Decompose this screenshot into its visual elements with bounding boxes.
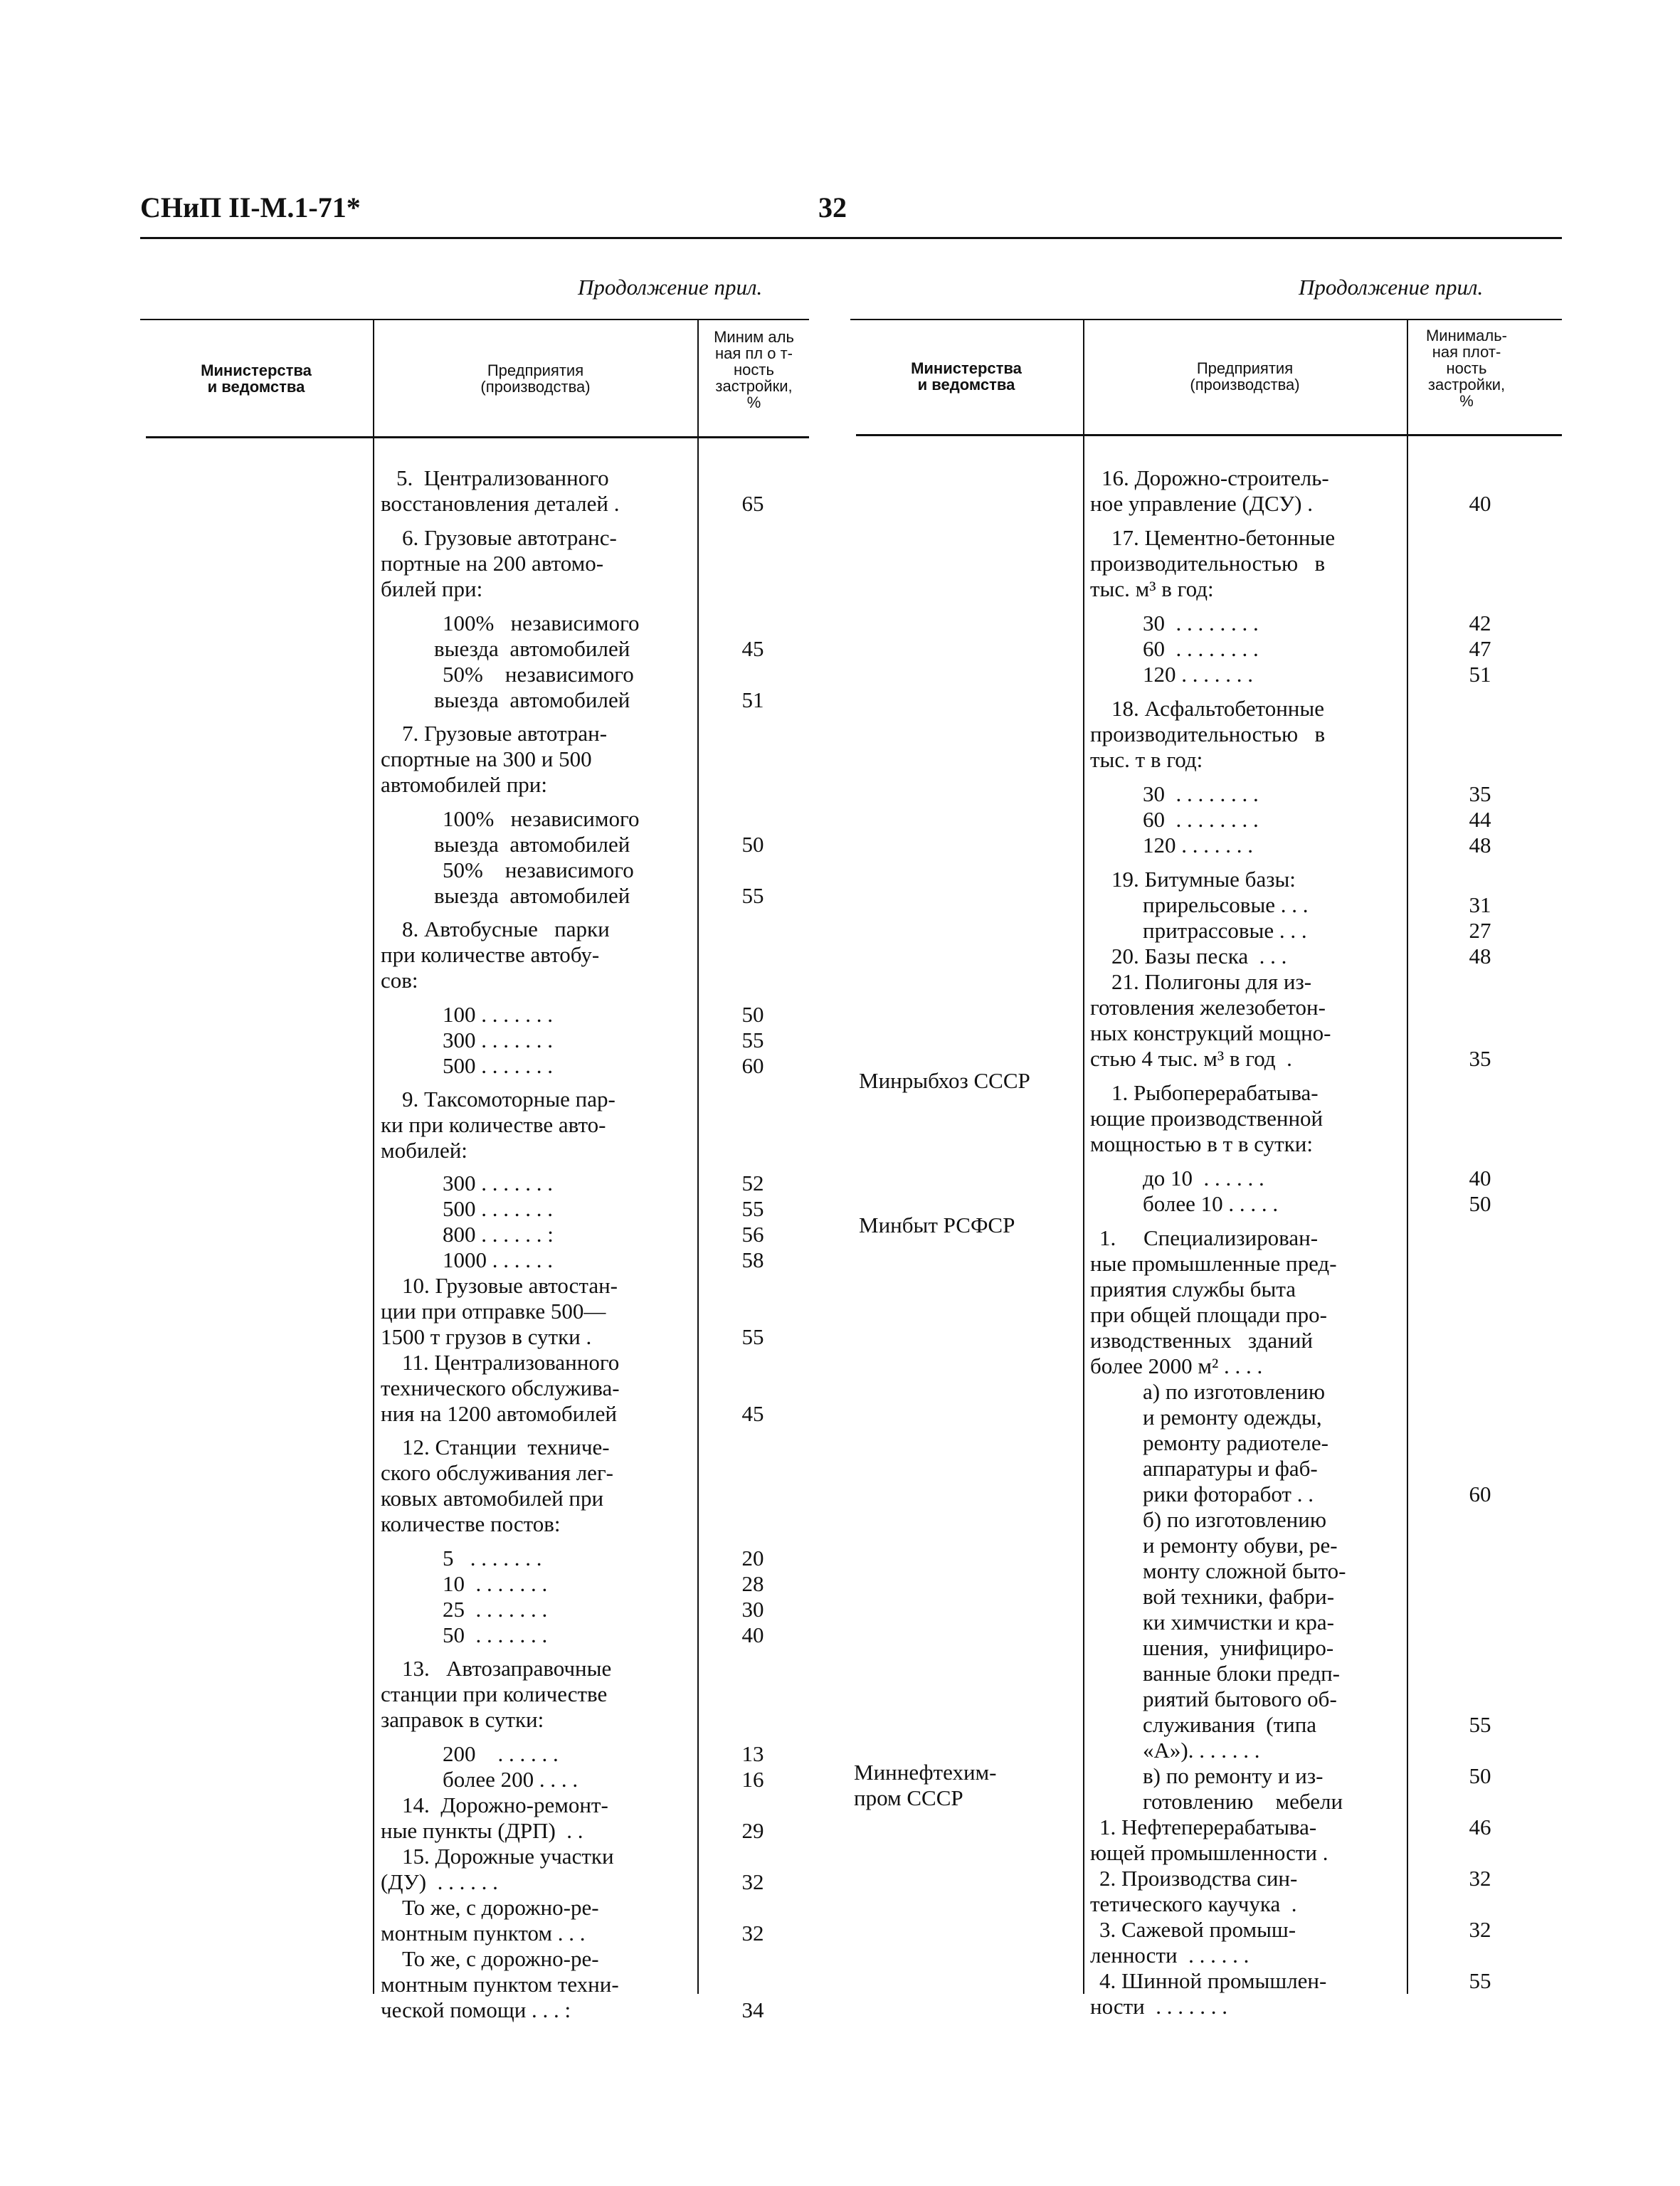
enterprise-line: рики фоторабот . . (1143, 1482, 1314, 1506)
density-value: 50 (1469, 1191, 1491, 1216)
enterprise-line: 10 . . . . . . . (443, 1571, 548, 1596)
enterprise-line: ремонту радиотеле- (1143, 1430, 1328, 1455)
enterprise-line: 1. Нефтеперерабатыва- (1099, 1815, 1317, 1839)
enterprise-line: монту сложной быто- (1143, 1558, 1346, 1583)
enterprise-line: 6. Грузовые автотранс- (402, 525, 617, 550)
enterprise-line: 15. Дорожные участки (402, 1844, 614, 1869)
enterprise-line: станции при количестве (381, 1681, 608, 1706)
enterprise-line: 13. Автозаправочные (402, 1656, 612, 1681)
enterprise-line: готовлению мебели (1143, 1789, 1343, 1814)
enterprise-line: То же, с дорожно-ре- (402, 1895, 599, 1920)
enterprise-line: 50% независимого (443, 857, 634, 882)
density-value: 30 (741, 1597, 764, 1622)
density-value: 51 (1469, 662, 1491, 687)
density-value: 40 (741, 1622, 764, 1647)
enterprise-line: 9. Таксомоторные пар- (402, 1087, 616, 1112)
enterprise-line: 120 . . . . . . . (1143, 833, 1253, 857)
enterprise-line: ющей промышленности . (1090, 1840, 1328, 1865)
enterprise-line: 25 . . . . . . . (443, 1597, 548, 1622)
density-value: 27 (1469, 918, 1491, 943)
right-header-ministries: Министерства и ведомства (911, 359, 1022, 394)
enterprise-line: ное управление (ДСУ) . (1090, 491, 1313, 516)
enterprise-line: 1. Специализирован- (1099, 1225, 1319, 1250)
enterprise-line: 500 . . . . . . . (443, 1196, 553, 1221)
enterprise-line: выезда автомобилей (434, 883, 630, 908)
enterprise-line: 10. Грузовые автостан- (402, 1273, 618, 1298)
density-value: 16 (741, 1767, 764, 1792)
density-value: 35 (1469, 1046, 1491, 1071)
enterprise-line: 18. Асфальтобетонные (1111, 696, 1324, 721)
enterprise-line: ные промышленные пред- (1090, 1251, 1337, 1276)
ministry-name: Миннефтехим- (854, 1760, 997, 1785)
density-value: 32 (741, 1869, 764, 1894)
enterprise-line: прирельсовые . . . (1143, 892, 1309, 917)
enterprise-line: ковых автомобилей при (381, 1486, 604, 1511)
enterprise-line: 300 . . . . . . . (443, 1028, 553, 1052)
enterprise-line: ческой помощи . . . : (381, 1997, 571, 2022)
enterprise-line: ленности . . . . . . (1090, 1943, 1250, 1968)
enterprise-line: ского обслуживания лег- (381, 1460, 613, 1485)
density-value: 50 (1469, 1763, 1491, 1788)
enterprise-line: 20. Базы песка . . . (1111, 944, 1287, 968)
enterprise-line: мобилей: (381, 1138, 467, 1163)
density-value: 31 (1469, 892, 1491, 917)
enterprise-line: 7. Грузовые автотран- (402, 721, 608, 746)
right-table-top-rule (850, 319, 1562, 320)
enterprise-line: тыс. м³ в год: (1090, 576, 1214, 601)
enterprise-line: 12. Станции техниче- (402, 1435, 610, 1459)
enterprise-line: 3. Сажевой промыш- (1099, 1917, 1296, 1942)
left-header-ministries: Министерства и ведомства (201, 361, 312, 396)
density-value: 20 (741, 1546, 764, 1570)
density-value: 47 (1469, 636, 1491, 661)
enterprise-line: 8. Автобусные парки (402, 917, 610, 941)
density-value: 40 (1469, 491, 1491, 516)
enterprise-line: ки химчистки и кра- (1143, 1610, 1334, 1635)
density-value: 32 (741, 1921, 764, 1945)
enterprise-line: тыс. т в год: (1090, 747, 1203, 772)
density-value: 60 (1469, 1482, 1491, 1506)
enterprise-line: ющие производственной (1090, 1106, 1324, 1131)
density-value: 42 (1469, 611, 1491, 635)
enterprise-line: служивания (типа (1143, 1712, 1317, 1737)
density-value: 55 (741, 1028, 764, 1052)
enterprise-line: стью 4 тыс. м³ в год . (1090, 1046, 1292, 1071)
density-value: 55 (741, 1196, 764, 1221)
enterprise-line: 100% независимого (443, 806, 640, 831)
density-value: 28 (741, 1571, 764, 1596)
left-continuation-label: Продолжение прил. (578, 275, 763, 300)
enterprise-line: выезда автомобилей (434, 636, 630, 661)
enterprise-line: 300 . . . . . . . (443, 1171, 553, 1195)
enterprise-line: ные пункты (ДРП) . . (381, 1818, 583, 1843)
right-table-header-rule (856, 434, 1562, 436)
density-value: 52 (741, 1171, 764, 1195)
density-value: 55 (741, 883, 764, 908)
left-header-enterprises: Предприятия (производства) (480, 361, 591, 396)
enterprise-line: более 2000 м² . . . . (1090, 1353, 1263, 1378)
density-value: 56 (741, 1222, 764, 1247)
density-value: 65 (741, 491, 764, 516)
enterprise-line: (ДУ) . . . . . . (381, 1869, 498, 1894)
enterprise-line: ки при количестве авто- (381, 1112, 606, 1137)
enterprise-line: 30 . . . . . . . . (1143, 611, 1259, 635)
enterprise-line: приятия службы быта (1090, 1277, 1296, 1301)
left-header-density: Миним аль ная пл о т- ность застройки, % (714, 328, 794, 411)
enterprise-line: производительностью в (1090, 551, 1326, 576)
enterprise-line: готовления железобетон- (1090, 995, 1326, 1020)
density-value: 40 (1469, 1166, 1491, 1190)
enterprise-line: ния на 1200 автомобилей (381, 1401, 618, 1426)
enterprise-line: 50 . . . . . . . (443, 1622, 548, 1647)
enterprise-line: аппаратуры и фаб- (1143, 1456, 1318, 1481)
density-value: 35 (1469, 781, 1491, 806)
document-code: СНиП II-М.1-71* (140, 191, 361, 223)
enterprise-line: ции при отправке 500— (381, 1299, 606, 1324)
density-value: 60 (741, 1053, 764, 1078)
left-table-divider-1 (373, 320, 374, 1994)
enterprise-line: заправок в сутки: (381, 1707, 544, 1732)
ministry-name: Минрыбхоз СССР (859, 1068, 1030, 1093)
enterprise-line: 1000 . . . . . . (443, 1247, 553, 1272)
enterprise-line: мощностью в т в сутки: (1090, 1131, 1313, 1156)
density-value: 55 (741, 1324, 764, 1349)
ministry-name: пром СССР (854, 1785, 963, 1810)
enterprise-line: ванные блоки предп- (1143, 1661, 1341, 1686)
right-table-divider-2 (1407, 320, 1408, 1994)
enterprise-line: 60 . . . . . . . . (1143, 636, 1259, 661)
enterprise-line: 1. Рыбоперерабатыва- (1111, 1080, 1319, 1105)
enterprise-line: ных конструкций мощно- (1090, 1020, 1331, 1045)
enterprise-line: 2. Производства син- (1099, 1866, 1298, 1891)
density-value: 45 (741, 636, 764, 661)
enterprise-line: сов: (381, 968, 418, 993)
density-value: 48 (1469, 833, 1491, 857)
right-header-enterprises: Предприятия (производства) (1190, 359, 1300, 394)
enterprise-line: более 10 . . . . . (1143, 1191, 1279, 1216)
density-value: 45 (741, 1401, 764, 1426)
enterprise-line: билей при: (381, 576, 483, 601)
enterprise-line: монтным пунктом техни- (381, 1972, 619, 1997)
enterprise-line: 14. Дорожно-ремонт- (402, 1792, 608, 1817)
enterprise-line: 19. Битумные базы: (1111, 867, 1296, 892)
enterprise-line: 50% независимого (443, 662, 634, 687)
density-value: 34 (741, 1997, 764, 2022)
ministry-name: Минбыт РСФСР (859, 1213, 1015, 1237)
enterprise-line: монтным пунктом . . . (381, 1921, 586, 1945)
left-table-divider-2 (697, 320, 699, 1994)
enterprise-line: выезда автомобилей (434, 687, 630, 712)
density-value: 32 (1469, 1917, 1491, 1942)
enterprise-line: 500 . . . . . . . (443, 1053, 553, 1078)
enterprise-line: 120 . . . . . . . (1143, 662, 1253, 687)
right-continuation-label: Продолжение прил. (1299, 275, 1484, 300)
page-number: 32 (818, 191, 847, 223)
enterprise-line: 11. Централизованного (402, 1350, 620, 1375)
enterprise-line: при количестве автобу- (381, 942, 600, 967)
left-table-header-rule (146, 436, 809, 438)
enterprise-line: производительностью в (1090, 722, 1326, 746)
enterprise-line: 100 . . . . . . . (443, 1002, 553, 1027)
enterprise-line: спортные на 300 и 500 (381, 746, 592, 771)
density-value: 32 (1469, 1866, 1491, 1891)
enterprise-line: вой техники, фабри- (1143, 1584, 1335, 1609)
enterprise-line: технического обслужива- (381, 1376, 620, 1400)
enterprise-line: 5. Централизованного (396, 465, 609, 490)
enterprise-line: притрассовые . . . (1143, 918, 1307, 943)
enterprise-line: 4. Шинной промышлен- (1099, 1968, 1327, 1993)
enterprise-line: 16. Дорожно-строитель- (1101, 465, 1329, 490)
enterprise-line: «А»). . . . . . . (1143, 1738, 1260, 1763)
enterprise-line: То же, с дорожно-ре- (402, 1946, 599, 1971)
enterprise-line: а) по изготовлению (1143, 1379, 1325, 1404)
enterprise-line: 21. Полигоны для из- (1111, 969, 1312, 994)
enterprise-line: в) по ремонту и из- (1143, 1763, 1324, 1788)
enterprise-line: и ремонту обуви, ре- (1143, 1533, 1338, 1558)
density-value: 50 (741, 832, 764, 857)
density-value: 50 (741, 1002, 764, 1027)
enterprise-line: более 200 . . . . (443, 1767, 579, 1792)
enterprise-line: 5 . . . . . . . (443, 1546, 542, 1570)
enterprise-line: ности . . . . . . . (1090, 1994, 1228, 2019)
enterprise-line: и ремонту одежды, (1143, 1405, 1322, 1430)
density-value: 29 (741, 1818, 764, 1843)
enterprise-line: количестве постов: (381, 1511, 561, 1536)
enterprise-line: изводственных зданий (1090, 1328, 1313, 1353)
header-rule (140, 237, 1562, 239)
density-value: 55 (1469, 1712, 1491, 1737)
enterprise-line: восстановления деталей . (381, 491, 620, 516)
density-value: 13 (741, 1741, 764, 1766)
density-value: 46 (1469, 1815, 1491, 1839)
density-value: 51 (741, 687, 764, 712)
enterprise-line: при общей площади про- (1090, 1302, 1327, 1327)
right-table-divider-1 (1083, 320, 1084, 1994)
enterprise-line: до 10 . . . . . . (1143, 1166, 1264, 1190)
enterprise-line: автомобилей при: (381, 772, 548, 797)
enterprise-line: б) по изготовлению (1143, 1507, 1326, 1532)
enterprise-line: 1500 т грузов в сутки . (381, 1324, 592, 1349)
enterprise-line: выезда автомобилей (434, 832, 630, 857)
enterprise-line: риятий бытового об- (1143, 1686, 1337, 1711)
density-value: 44 (1469, 807, 1491, 832)
enterprise-line: портные на 200 автомо- (381, 551, 604, 576)
enterprise-line: тетического каучука . (1090, 1891, 1297, 1916)
enterprise-line: 17. Цементно-бетонные (1111, 525, 1336, 550)
density-value: 58 (741, 1247, 764, 1272)
enterprise-line: 60 . . . . . . . . (1143, 807, 1259, 832)
enterprise-line: 30 . . . . . . . . (1143, 781, 1259, 806)
enterprise-line: 200 . . . . . . (443, 1741, 559, 1766)
density-value: 55 (1469, 1968, 1491, 1993)
enterprise-line: шения, унифициро- (1143, 1635, 1334, 1660)
right-header-density: Минималь- ная плот- ность застройки, % (1425, 327, 1508, 410)
enterprise-line: 800 . . . . . . : (443, 1222, 554, 1247)
enterprise-line: 100% независимого (443, 611, 640, 635)
left-table-top-rule (140, 319, 809, 320)
density-value: 48 (1469, 944, 1491, 968)
